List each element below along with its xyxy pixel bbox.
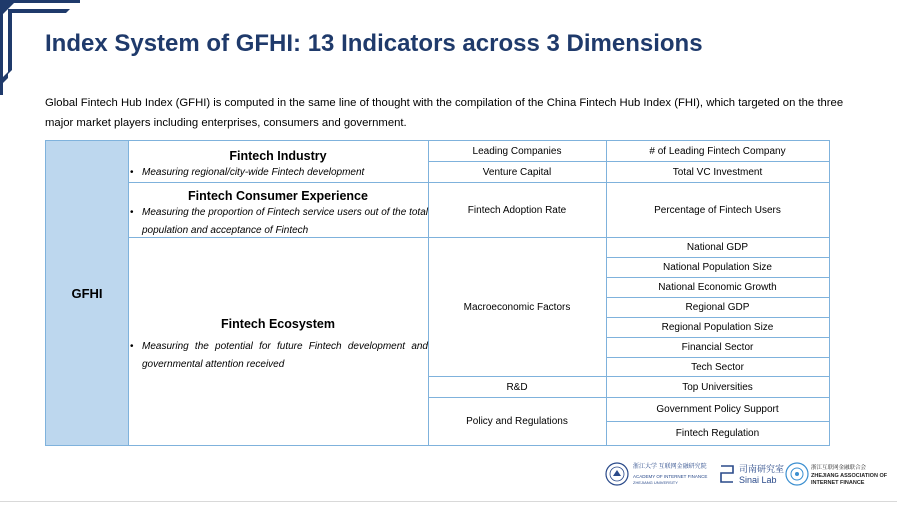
indicator-label: Fintech Regulation — [675, 428, 760, 439]
zju-university: ZHEJIANG UNIVERSITY — [633, 480, 678, 485]
factor-label: R&D — [506, 381, 528, 393]
dimension-title: Fintech Industry — [229, 149, 327, 163]
indicator-cell — [606, 397, 830, 422]
indicator-label: National GDP — [686, 242, 749, 253]
factor-cell — [428, 161, 607, 183]
sinai-lab-icon — [719, 463, 735, 485]
indicator-label: # of Leading Fintech Company — [649, 145, 786, 157]
indicator-label: Total VC Investment — [672, 166, 763, 178]
indicator-cell — [606, 421, 830, 446]
indicator-cell — [606, 337, 830, 358]
dimension-fintech-ecosystem — [128, 237, 429, 446]
factor-cell — [428, 182, 607, 238]
dimension-desc: • Measuring the potential for future Fintech development and governmental attention received — [128, 338, 428, 374]
page-title: Index System of GFHI: 13 Indicators across 3 Dimensions — [45, 30, 703, 57]
zaif-name-en2: INTERNET FINANCE — [811, 480, 865, 486]
indicator-cell — [606, 317, 830, 338]
indicator-cell — [606, 182, 830, 238]
dimension-fintech-industry — [128, 140, 429, 183]
dimension-desc: • Measuring regional/city-wide Fintech development — [128, 164, 428, 182]
sinai-name-cn: 司南研究室 — [739, 464, 785, 474]
partner-logos — [605, 460, 897, 490]
indicator-cell — [606, 140, 830, 162]
factor-cell — [428, 140, 607, 162]
root-label: GFHI — [71, 285, 103, 301]
dimension-desc: • Measuring the proportion of Fintech service users out of the total population and acceptance of Fintech — [128, 204, 428, 240]
dimension-title: Fintech Consumer Experience — [188, 189, 368, 203]
indicator-cell — [606, 357, 830, 377]
indicator-label: Top Universities — [682, 381, 753, 393]
zju-seal-icon — [605, 462, 629, 486]
sinai-name-en: Sinai Lab — [739, 475, 777, 485]
zaif-name-en: ZHEJIANG ASSOCIATION OF — [811, 473, 888, 479]
factor-cell — [428, 237, 607, 377]
indicator-label: Government Policy Support — [656, 404, 779, 415]
indicator-label: Tech Sector — [691, 361, 744, 373]
factor-cell — [428, 376, 607, 398]
zaif-seal-icon — [785, 462, 809, 486]
factor-label: Policy and Regulations — [466, 416, 568, 427]
indicator-label: National Economic Growth — [658, 282, 777, 293]
root-cell-gfhi — [45, 140, 129, 446]
indicator-cell — [606, 257, 830, 278]
indicator-label: Percentage of Fintech Users — [654, 204, 781, 216]
indicator-cell — [606, 237, 830, 258]
zju-name-en: ACADEMY OF INTERNET FINANCE — [633, 474, 708, 479]
zju-name-cn: 浙江大学 互联网金融研究院 — [633, 464, 707, 470]
factor-label: Venture Capital — [482, 166, 552, 178]
indicator-cell — [606, 376, 830, 398]
indicator-label: Regional Population Size — [661, 322, 774, 333]
indicator-cell — [606, 297, 830, 318]
dimension-title: Fintech Ecosystem — [221, 317, 335, 331]
factor-label: Leading Companies — [472, 145, 562, 157]
factor-label: Macroeconomic Factors — [463, 301, 571, 313]
indicator-label: National Population Size — [663, 262, 772, 273]
intro-paragraph: Global Fintech Hub Index (GFHI) is computed in the same line of thought with the compilation of the China Fintech Hub Index (FHI), which targeted on the three major market players including enterprises, consumers and government. — [45, 97, 844, 129]
factor-cell — [428, 397, 607, 446]
dimension-consumer-experience — [128, 182, 429, 238]
indicator-label: Regional GDP — [685, 302, 750, 313]
zaif-name-cn: 浙江互联网金融联合会 — [811, 465, 867, 471]
indicator-cell — [606, 161, 830, 183]
indicator-cell — [606, 277, 830, 298]
indicator-label: Financial Sector — [681, 342, 754, 353]
factor-label: Fintech Adoption Rate — [467, 204, 567, 216]
bottom-divider — [0, 501, 897, 502]
